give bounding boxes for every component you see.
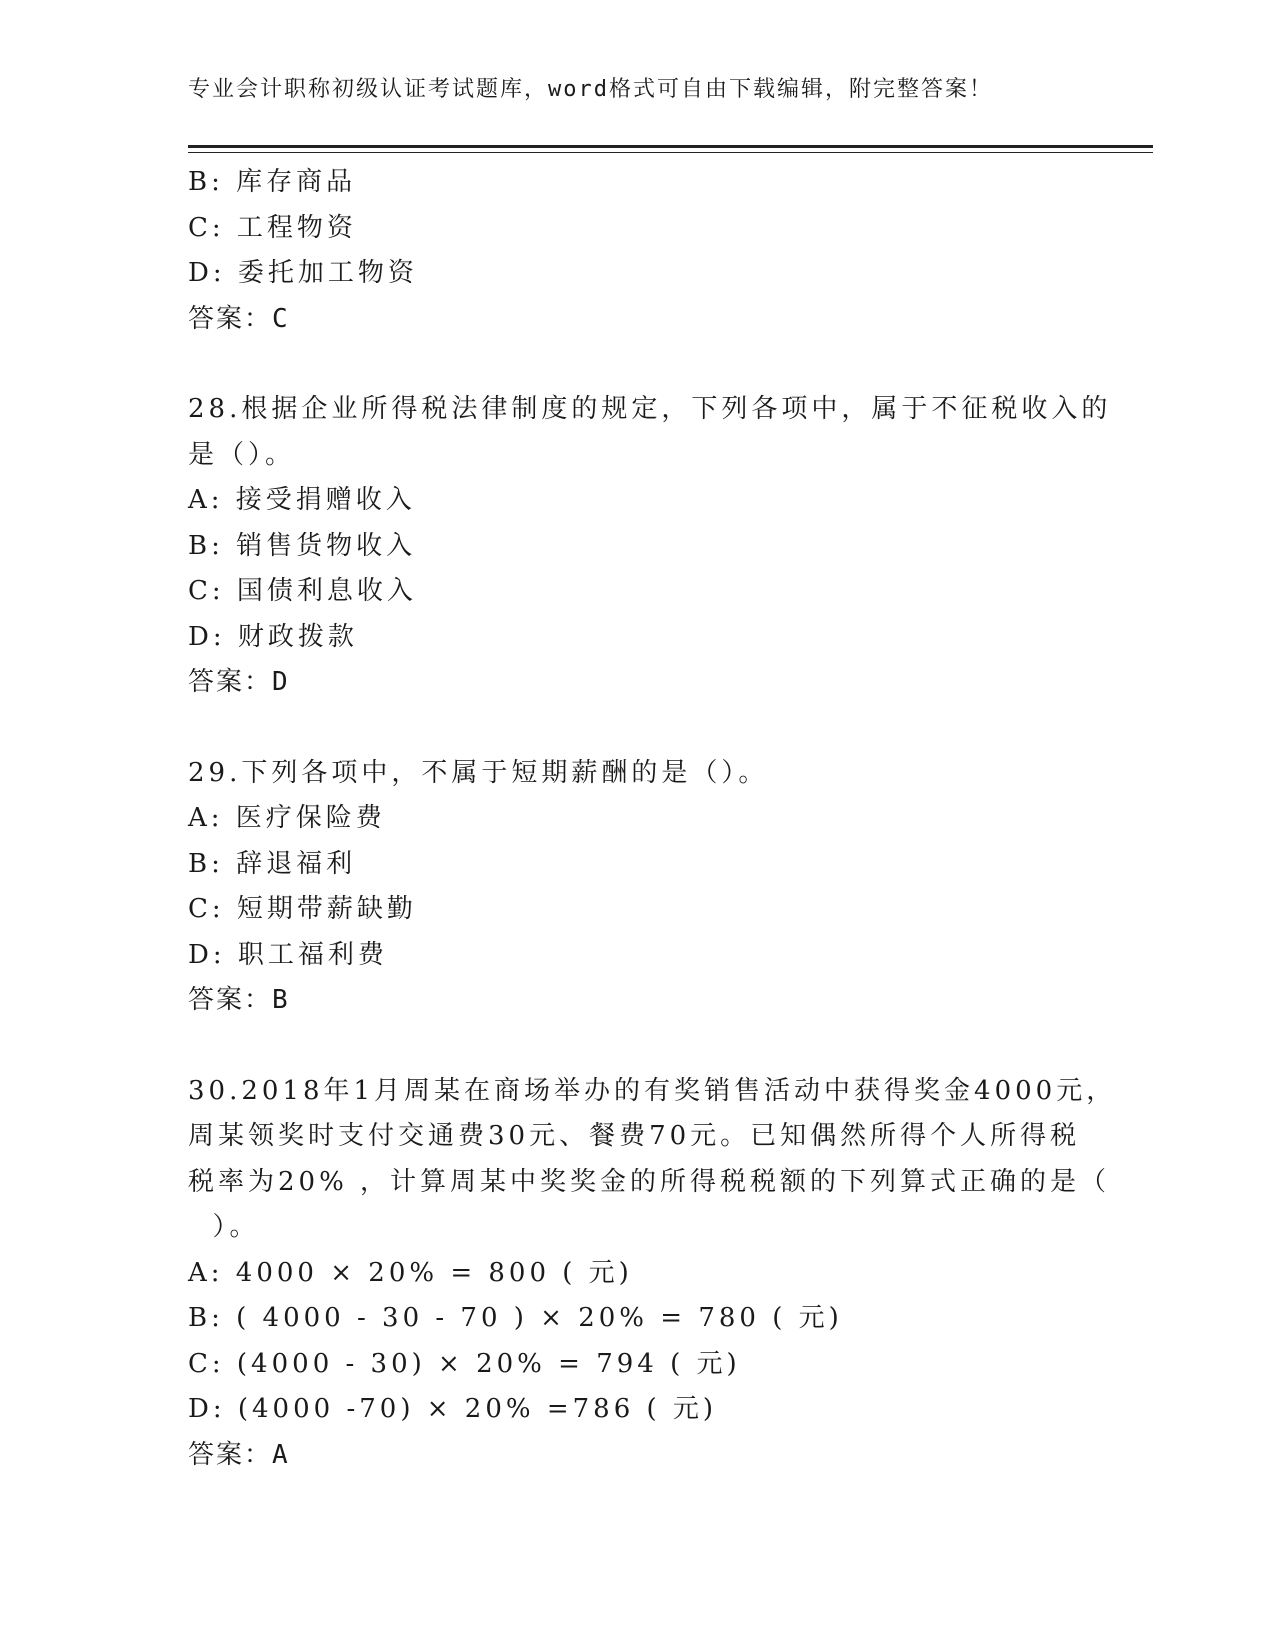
option: A: 医疗保险费 bbox=[188, 803, 386, 833]
question-29 bbox=[188, 751, 1088, 1024]
option: B: 库存商品 bbox=[188, 167, 357, 197]
option: C: 短期带薪缺勤 bbox=[188, 894, 417, 924]
question-text: 30.2018年1月周某在商场举办的有奖销售活动中获得奖金4000元， bbox=[188, 1075, 1117, 1106]
answer: 答案：A bbox=[188, 1439, 290, 1470]
option: B: 辞退福利 bbox=[188, 848, 357, 879]
option: C: 国债利息收入 bbox=[188, 576, 417, 606]
option: C: 工程物资 bbox=[188, 212, 357, 243]
option: A: 接受捐赠收入 bbox=[188, 485, 416, 515]
answer: 答案：D bbox=[188, 667, 290, 697]
option: B: ( 4000 - 30 - 70 ) × 20% = 780 ( 元) bbox=[188, 1303, 843, 1333]
option: B: 销售货物收入 bbox=[188, 530, 417, 561]
option: C: (4000 - 30) × 20% = 794 ( 元) bbox=[188, 1348, 741, 1379]
page-header: 专业会计职称初级认证考试题库，word格式可自由下载编辑，附完整答案！ bbox=[188, 77, 993, 102]
option: D: 职工福利费 bbox=[188, 939, 388, 970]
header-rule-thin bbox=[188, 152, 1153, 153]
question-text: 税率为20% ，计算周某中奖奖金的所得税税额的下列算式正确的是（ bbox=[188, 1166, 1111, 1197]
question-text: 是（）。 bbox=[188, 439, 296, 470]
option: D: (4000 -70) × 20% =786 ( 元) bbox=[188, 1394, 718, 1424]
option: D: 财政拨款 bbox=[188, 621, 358, 652]
answer: 答案：C bbox=[188, 303, 290, 334]
continued-question bbox=[188, 160, 1088, 342]
question-text: 29.下列各项中，不属于短期薪酬的是（）。 bbox=[188, 757, 769, 788]
question-text: 28.根据企业所得税法律制度的规定，下列各项中，属于不征税收入的 bbox=[188, 394, 1112, 424]
question-28 bbox=[188, 387, 1112, 706]
question-30 bbox=[188, 1069, 1117, 1479]
header-rule-thick bbox=[188, 145, 1153, 148]
question-text: ）。 bbox=[188, 1212, 260, 1242]
document-body bbox=[188, 160, 1117, 1478]
option: A: 4000 × 20% = 800 ( 元) bbox=[188, 1257, 633, 1288]
answer: 答案：B bbox=[188, 985, 290, 1015]
question-text: 周某领奖时支付交通费30元、餐费70元。已知偶然所得个人所得税 bbox=[188, 1121, 1081, 1151]
option: D: 委托加工物资 bbox=[188, 258, 418, 288]
